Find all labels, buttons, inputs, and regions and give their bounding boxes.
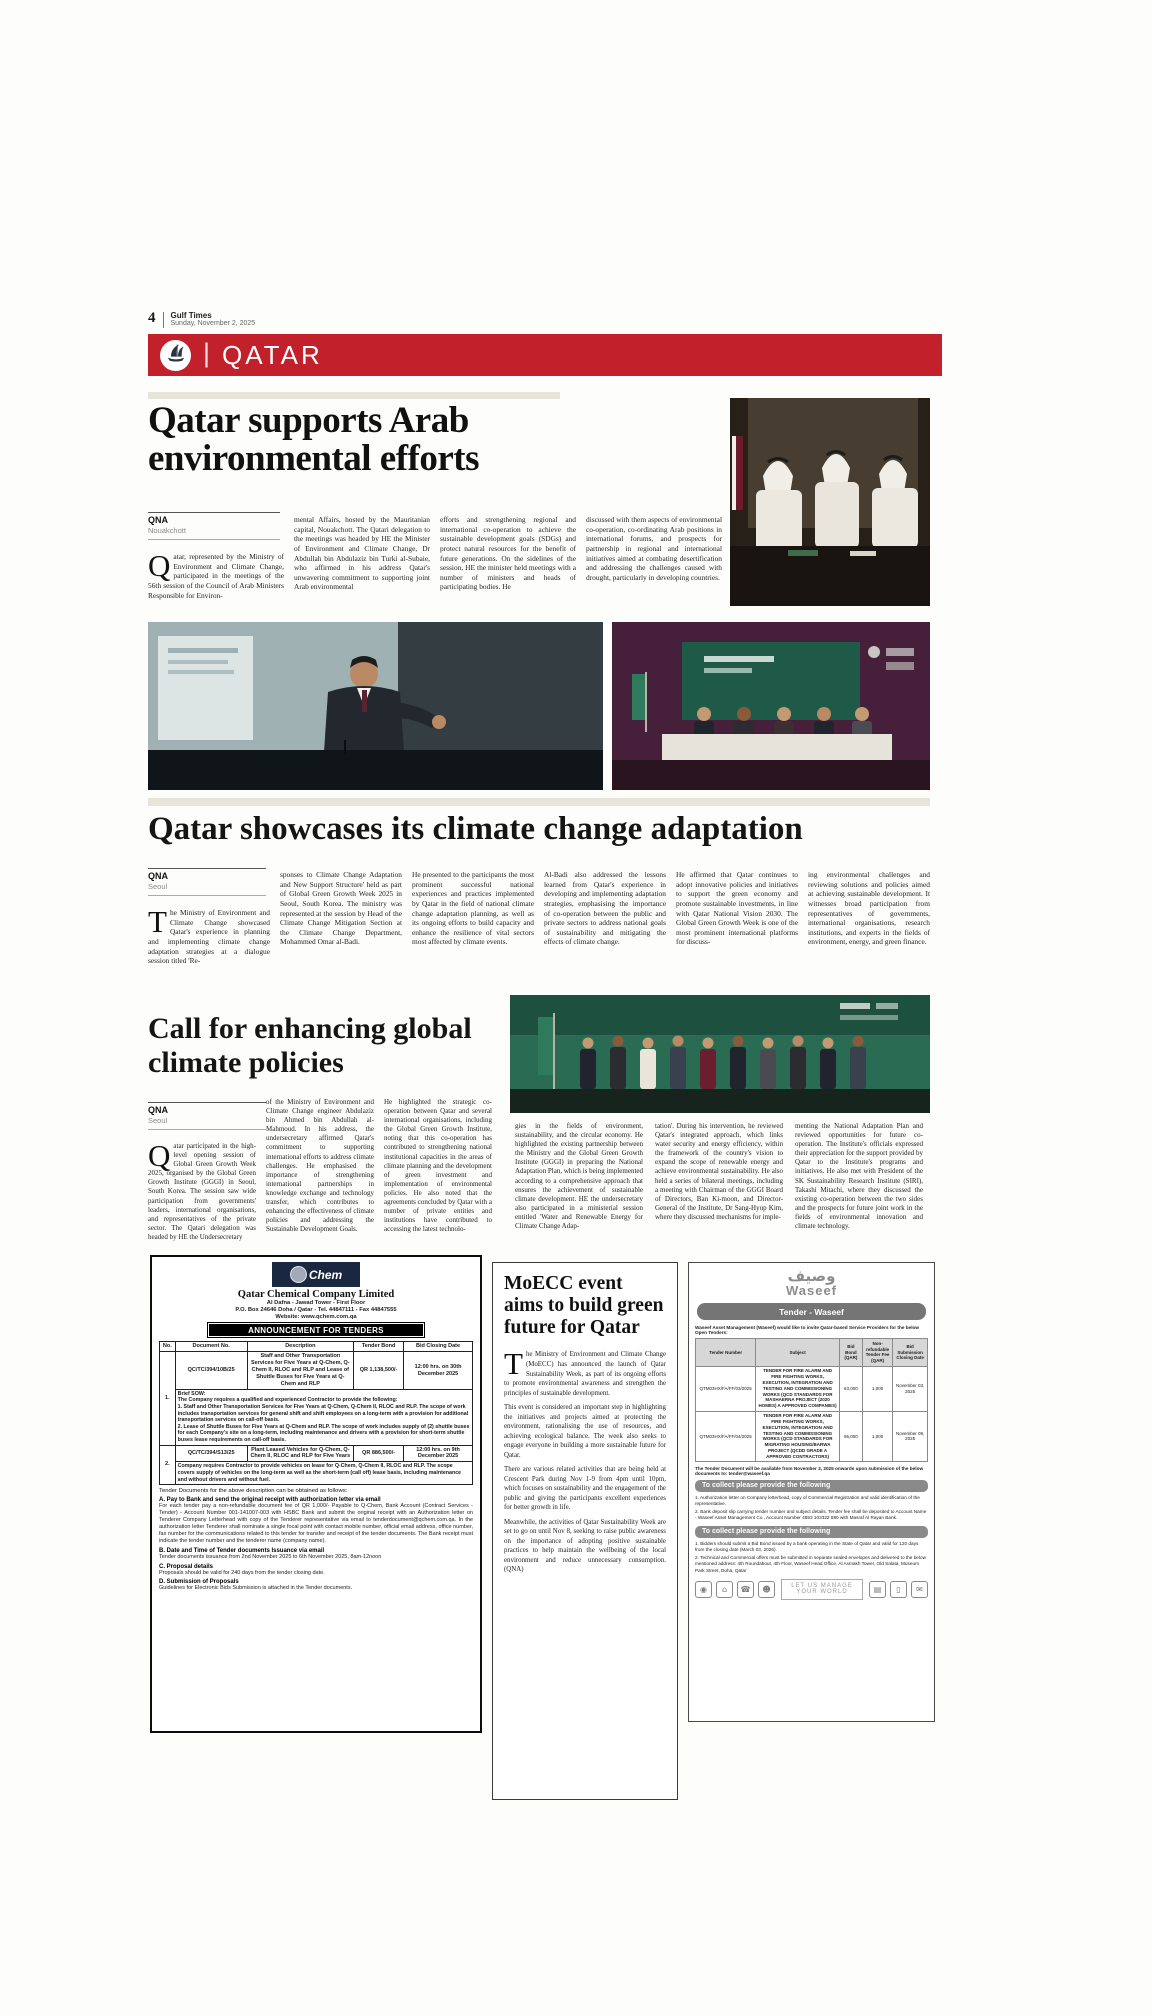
table-row xyxy=(696,1411,928,1462)
collect-banner-1: To collect please provide the following xyxy=(695,1480,928,1492)
row2-no: 2. xyxy=(160,1445,176,1485)
row2-closing: 12:00 hrs. on 9th December 2025 xyxy=(404,1445,473,1462)
col-bid-bond: Bid Bond (QAR) xyxy=(839,1339,862,1366)
waseef-tagline: LET US MANAGE YOUR WORLD xyxy=(781,1579,863,1600)
moecc-paragraph-4: Meanwhile, the activities of Qatar Sustainability Week are set to go on until Nov 8, seeking to raise public awareness on the importance of adopting positive sustainable practices to help maintain the wellbeing of the local environment and reduce unnecessary consumption. (QNA) xyxy=(504,1518,666,1574)
col-closing-date: Bid Closing Date xyxy=(404,1342,473,1352)
home-icon: ⌂ xyxy=(716,1581,733,1598)
article-adaptation-headline: Qatar showcases its climate change adaptation xyxy=(148,811,803,847)
moecc-headline: MoECC event aims to build green future for Qatar xyxy=(504,1273,664,1338)
person-icon: ☻ xyxy=(758,1581,775,1598)
col-closing-date: Bid Submission Closing Date xyxy=(893,1339,928,1366)
qchem-tender-table xyxy=(159,1341,473,1485)
waseef-footer xyxy=(695,1579,928,1600)
article-adaptation-col-3: He presented to the participants the most prominent successful national experiences and practices implemented by Qatar in the field of national climate change adaptation planning, as well as its ongoing efforts to build capacity and enhance the resilience of vital sectors most affected by climate events. xyxy=(412,870,534,947)
page-meta xyxy=(148,311,930,328)
byline-agency: QNA xyxy=(148,1105,168,1115)
dhow-boat-icon xyxy=(165,342,187,369)
photo-group-delegates xyxy=(510,995,930,1113)
ws-row1-subject: TENDER FOR FIRE ALARM AND FIRE FIGHTING WORKS, EXECUTION, INTEGRATION AND TESTING AND COMMISSIONING WORKS (QCD STANDARDS FOR MASHAERNA PROJECT (2020 HOMES) A APPROVED COMPANIES) xyxy=(756,1366,840,1411)
section-a-body: For each tender pay a non-refundable document fee of QR 1,000/- Payable to Q-Chem, Bank Account (Contract Services - Tender) - Account Number 001-141007-003 with HSBC Bank and submit the original receipt with an Authorization letter on Tenderer Company Letterhead with copy of the Tenderer representative via email to tenderdocument@qchem.com.qa. In the authorization letter Tenderer shall nominate a single focal point with contact mobile number, official email address, office number, fax number for the communications related to this tender for transfer and receipt of the tender documents. The Bank receipt must indicate the tender number and the tenderer name (company name). xyxy=(159,1502,473,1545)
article-policies-col-2: of the Ministry of Environment and Climate Change engineer Abdulaziz bin Ahmed bin Abdullah al-Mahmoud. In his address, the undersecretary affirmed Qatar's commitment to supporting international efforts to address climate challenges. He emphasised the importance of strengthening international partnerships in knowledge exchange and technology transfer, which contributes to enhancing the effectiveness of climate policies and addressing the Sustainable Development Goals. xyxy=(266,1098,374,1234)
article-adaptation-col-5: He affirmed that Qatar continues to adopt innovative policies and initiatives to support the green economy and promote sustainable investments, in line with Qatar National Vision 2030. The Global Green Growth Week is one of the most prominent international platforms for discuss- xyxy=(676,870,798,947)
table-header-row xyxy=(696,1339,928,1366)
obtain-intro: Tender Documents for the above description can be obtained as follows: xyxy=(159,1488,348,1495)
article-env-col-4: discussed with them aspects of environmental co-operation, co-ordinating Arab positions in international forums, and prospects for partnership in regional and international initiatives aimed at combating desertification and addressing the challenges caused with drought, particularly in developing countries. xyxy=(586,515,722,582)
article-env-col-2: mental Affairs, hosted by the Mauritanian capital, Nouakchott. The Qatari delegation to the meetings was headed by HE the Minister of Environment and Climate Change, Dr Abdullah bin Abdulaziz bin Turki al-Subaie, who affirmed in his address Qatar's unwavering commitment to supporting joint Arab environmental xyxy=(294,515,430,592)
byline-agency: QNA xyxy=(148,515,168,525)
waseef-tender-ad xyxy=(688,1262,935,1722)
globe-icon: ✉ xyxy=(911,1581,928,1598)
page-number: 4 xyxy=(148,310,156,326)
building-icon: ▤ xyxy=(869,1581,886,1598)
col-tender-fee: Non-refundable Tender Fee (QAR) xyxy=(863,1339,893,1366)
ws-row1-bond: 63,000 xyxy=(839,1366,862,1411)
byline-location: Nouakchott xyxy=(148,526,186,535)
waseef-tender-table xyxy=(695,1338,928,1462)
ws-row2-subject: TENDER FOR FIRE ALARM AND FIRE FIGHTING WORKS, EXECUTION, INTEGRATION AND TESTING AND COMMISSIONING WORKS (QCD STANDARDS FOR MIGRATING HOUSING/BARWA PROJECT (QCDD GRADE A APPROVED CONTRACTORS) xyxy=(756,1411,840,1462)
section-b-body: Tender documents issuance from 2nd November 2025 to 6th November 2025, 8am-12noon xyxy=(159,1554,382,1561)
section-banner xyxy=(148,334,942,376)
ws-row2-fee: 1,000 xyxy=(863,1411,893,1462)
table-row-sow xyxy=(160,1389,473,1445)
photo-arab-ministers-meeting xyxy=(730,398,930,606)
row2-doc-no: QC/TC/394/S13/25 xyxy=(175,1445,247,1462)
col-subject: Subject xyxy=(756,1339,840,1366)
mobile-icon: ▯ xyxy=(890,1581,907,1598)
article-env-col-3: efforts and strengthening regional and international co-operation to achieve the sustainable development goals (SDGs) and protect natural resources for the benefit of future generations. On the sidelines of the session, HE the minister held meetings with a number of ministers and heads of participating bodies. He xyxy=(440,515,576,592)
moecc-article xyxy=(492,1262,678,1800)
photo-forum-stage xyxy=(612,622,930,790)
collect2-item-2: 2. Technical and Commercial offers must be submitted in separate sealed envelopes and delivered to the below mentioned address: 4th Roundabout, 4th Floor, Waseef Head Office, Al Asmakh Tower, Old Salata, Museum Park Street, Doha, Qatar xyxy=(695,1554,926,1573)
waseef-intro: Waseef Asset Management (Waseef) would like to invite Qatar-based Service Providers for the below Open Tenders: xyxy=(695,1325,920,1336)
ws-row1-number: QTM03HX/FA/FF/03/2025 xyxy=(696,1366,756,1411)
qchem-company-name: Qatar Chemical Company Limited xyxy=(237,1289,395,1300)
section-b-title: B. Date and Time of Tender documents Issuance via email xyxy=(159,1548,325,1555)
qchem-address-1: Al Dafna - Jawad Tower - First Floor xyxy=(266,1300,366,1306)
article-policies-byline xyxy=(148,1102,266,1130)
sow-item-1: 1. Staff and Other Transportation Services for Five Years at Q-Chem, Q-Chem II, RLOC and RLP. The scope of work includes transportation services for general shift and shift employees on a long-term with a provision for additional transportation services on call-off basis. xyxy=(177,1403,469,1424)
article-policies-col-1: Qatar participated in the high-level opening session of Global Green Growth Week 2025, organised by the Global Green Growth Institute (GGGI) in Seoul, South Korea. The session saw wide participation from governments' leaders, international organisations, and representatives of the private sector. The Qatari delegation was headed by HE the Undersecretary xyxy=(148,1142,256,1241)
table-header-row xyxy=(160,1342,473,1352)
collect-banner-2: To collect please provide the following xyxy=(695,1526,928,1538)
tender-waseef-banner: Tender - Waseef xyxy=(697,1303,926,1320)
table-row xyxy=(160,1445,473,1462)
article-policies-headline: Call for enhancing global climate policies xyxy=(148,1012,472,1079)
qchem-address-2: P.O. Box 24646 Doha / Qatar - Tel. 44847111 - Fax 44847555 xyxy=(235,1307,397,1314)
article-env-byline xyxy=(148,512,280,540)
col-no: No. xyxy=(160,1342,176,1352)
qchem-logo-text: Chem xyxy=(308,1267,343,1282)
article-adaptation-col-6: ing environmental challenges and reviewing solutions and policies aimed at achieving sustainable development. It witnesses broad participation from representatives of governments, international organisations, research institutions, and experts in the fields of environment, energy, and green finance. xyxy=(808,870,930,947)
banner-separator: | xyxy=(203,338,211,368)
article-policies-col-3: He highlighted the strategic co-operation between Qatar and several international organisations, including the Global Green Growth Institute, noting that this co-operation has contributed to strengthening national institutional capacities in the areas of climate planning and the development of green investment and implementation of environmental policies. He also noted that the agreements concluded by Qatar with a number of private entities and institutions have contributed to accessing the latest technolo- xyxy=(384,1098,492,1234)
meta-divider xyxy=(163,312,164,328)
gulf-times-logo xyxy=(160,340,191,371)
location-icon: ◉ xyxy=(695,1581,712,1598)
kicker-bar xyxy=(148,392,560,399)
article-env-headline: Qatar supports Arab environmental efforts xyxy=(148,400,479,480)
row2-note: Company requires Contractor to provide vehicles on lease for Q-Chem, Q-Chem II, RLOC and RLP. The scope covers supply of vehicles on the long-term as well as the short-term (call off) lease basis, including maintenance and without drivers and without fuel. xyxy=(175,1462,472,1485)
article-policies-col-5: tation'. During his intervention, he reviewed Qatar's integrated approach, which links water security and energy efficiency, within the framework of the country's vision to expand the scope of renewable energy and achieve environmental sustainability. He also held a series of bilateral meetings, including a meeting with Chairman of the GGGI Board of Directors, Ban Ki-moon, and Director-General of the Institute, Dr Sang-Hyup Kim, where they discussed mechanisms for imple- xyxy=(655,1122,783,1221)
ws-row2-bond: 95,000 xyxy=(839,1411,862,1462)
article-adaptation-col-4: Al-Badi also addressed the lessons learned from Qatar's experience in developing and implementing adaptation strategies, emphasising the importance of co-operation between the public and private sectors to address national goals of sustainability and mitigating the effects of climate change. xyxy=(544,870,666,947)
newspaper-name: Gulf Times xyxy=(170,311,212,320)
waseef-logo-arabic: وصيف xyxy=(787,1267,836,1285)
ws-row1-closing: November 03, 2025 xyxy=(893,1366,928,1411)
article-policies-col-6: menting the National Adaptation Plan and reviewed opportunities for future co-operation. The Institute's officials expressed their appreciation for the support provided by Qatar to the Institute's programs and initiatives. He also met with President of the SK Sustainability Research Institute (SIRI), Takashi Mitachi, where they discussed the existing co-operation between the two sides and the prospects for future joint work in the fields of environmental innovation and climate technology. xyxy=(795,1122,923,1231)
byline-agency: QNA xyxy=(148,871,168,881)
moecc-paragraph-1: The Ministry of Environment and Climate Change (MoECC) has announced the launch of Qatar Sustainability Week, as part of its ongoing efforts to promote environmental awareness and strengthen the principles of sustainable development. xyxy=(504,1346,666,1397)
section-title: QATAR xyxy=(222,339,323,370)
section-a-title: A. Pay to Bank and send the original receipt with authorization letter via email xyxy=(159,1496,381,1503)
collect2-item-1: 1. Bidders should submit a Bid Bond issued by a bank operating in the State of Qatar and valid for 120 days from the closing date (March 03, 2026). xyxy=(695,1540,919,1553)
row1-doc-no: QC/TC/394/10B/25 xyxy=(175,1352,247,1389)
section-c-title: C. Proposal details xyxy=(159,1563,214,1570)
section-d-body: Guidelines for Electronic Bids Submission is attached in the Tender documents. xyxy=(159,1585,353,1592)
table-row xyxy=(696,1366,928,1411)
article-adaptation-col-1: The Ministry of Environment and Climate Change showcased Qatar's experience in planning and implementing climate change adaptation strategies at a dialogue session titled 'Re- xyxy=(148,908,270,966)
ws-row1-fee: 1,000 xyxy=(863,1366,893,1411)
col-tender-number: Tender Number xyxy=(696,1339,756,1366)
qchem-q-icon xyxy=(290,1266,307,1283)
moecc-paragraph-3: There are various related activities that are being held at Crescent Park during Nov 1-9 from 4pm until 10pm, which focuses on sustainability and the engagement of the public and giving the participants excellent experiences for better growth in life. xyxy=(504,1466,666,1512)
ws-row2-number: QTM03HX/FA/FF/04/2025 xyxy=(696,1411,756,1462)
qchem-logo xyxy=(272,1262,360,1287)
waseef-logo-latin: Waseef xyxy=(785,1283,838,1298)
col-tender-bond: Tender Bond xyxy=(354,1342,404,1352)
announcement-for-tenders-bar: ANNOUNCEMENT FOR TENDERS xyxy=(208,1323,424,1337)
section-d-title: D. Submission of Proposals xyxy=(159,1579,239,1586)
section-c-body: Proposals should be valid for 240 days from the tender closing date. xyxy=(159,1569,325,1576)
row1-no: 1. xyxy=(160,1352,176,1445)
sow-item-2: 2. Lease of Shuttle Buses for Five Years at Q-Chem and RLP. The scope of work includes supply of (2) shuttle buses for each Company's site on a long-term, including maintenance and drivers with a provision for short-term shuttle buses lease requirements on call-off basis. xyxy=(177,1423,470,1443)
sow-title: Brief SOW: xyxy=(177,1390,206,1397)
qchem-website: Website: www.qchem.com.qa xyxy=(275,1314,357,1321)
article-env-col-1: Qatar, represented by the Ministry of Environment and Climate Change, participated in the meetings of the 56th session of the Council of Arab Ministers Responsible for Environ- xyxy=(148,552,284,600)
col-document-no: Document No. xyxy=(175,1342,247,1352)
phone-icon: ☎ xyxy=(737,1581,754,1598)
row1-closing: 12:00 hrs. on 30th December 2025 xyxy=(404,1352,473,1389)
issue-date: Sunday, November 2, 2025 xyxy=(170,320,256,327)
row2-bond: QR 886,500/- xyxy=(354,1445,404,1462)
article-policies-col-4: gies in the fields of environment, sustainability, and the circular economy. He highlighted the existing partnership between the Ministry and the Global Green Growth Institute (GGGI) in preparing the National Adaptation Plan, which is being implemented according to a comprehensive approach that ensures the achievement of sustainable climate development. HE the undersecretary also participated in a ministerial session entitled 'Water and Renewable Energy for Climate Change Adap- xyxy=(515,1122,643,1231)
row1-bond: QR 1,138,500/- xyxy=(354,1352,404,1389)
ws-row2-closing: November 09, 2025 xyxy=(893,1411,928,1462)
moecc-paragraph-2: This event is considered an important step in highlighting the initiatives and projects aimed at protecting the environment, rationalising the use of resources, and achieving ecological balance. The week also seeks to engage everyone in building a more sustainable future for Qatar. xyxy=(504,1404,666,1459)
photo-speaker-panel xyxy=(148,622,603,790)
collect1-item-1: 1. Authorization letter on Company letterhead, copy of Commercial Registration and valid identification of the representative. xyxy=(695,1494,920,1507)
table-row xyxy=(160,1352,473,1389)
article-adaptation-byline xyxy=(148,868,266,896)
byline-location: Seoul xyxy=(148,882,168,891)
sow-intro: The Company requires a qualified and experienced Contractor to provide the following: xyxy=(177,1397,398,1404)
article-adaptation-col-2: sponses to Climate Change Adaptation and New Support Structure' held as part of Global Green Growth Week 2025 in Seoul, South Korea. The ministry was represented at the session by Head of the Climate Change Mitigation Section at the Climate Change Department, Mohammed Omar al-Badi. xyxy=(280,870,402,947)
table-row-note xyxy=(160,1462,473,1485)
waseef-doc-note: The Tender Document will be available from November 3, 2025 onwards upon submission of the below documents to: tender@waseef.qa xyxy=(695,1465,924,1476)
row1-description: Staff and Other Transportation Services for Five Years at Q-Chem, Q-Chem II, RLOC and RLP and Lease of Shuttle Buses for Five Years at Q-Chem and RLP xyxy=(247,1352,353,1389)
section-divider xyxy=(148,798,930,806)
row1-sow-cell xyxy=(175,1389,472,1445)
col-description: Description xyxy=(247,1342,353,1352)
row2-description: Plant Leased Vehicles for Q-Chem, Q-Chem II, RLOC and RLP for Five Years xyxy=(247,1445,353,1462)
collect1-item-2: 2. Bank deposit slip carrying tender number and subject details. Tender fee shall be deposited to Account Name - Waseef Asset Management Co., Account Number 4853 103322 880 with Masraf Al Rayan Bank. xyxy=(695,1509,927,1521)
qchem-tender-ad xyxy=(150,1255,482,1733)
byline-location: Seoul xyxy=(148,1116,168,1125)
